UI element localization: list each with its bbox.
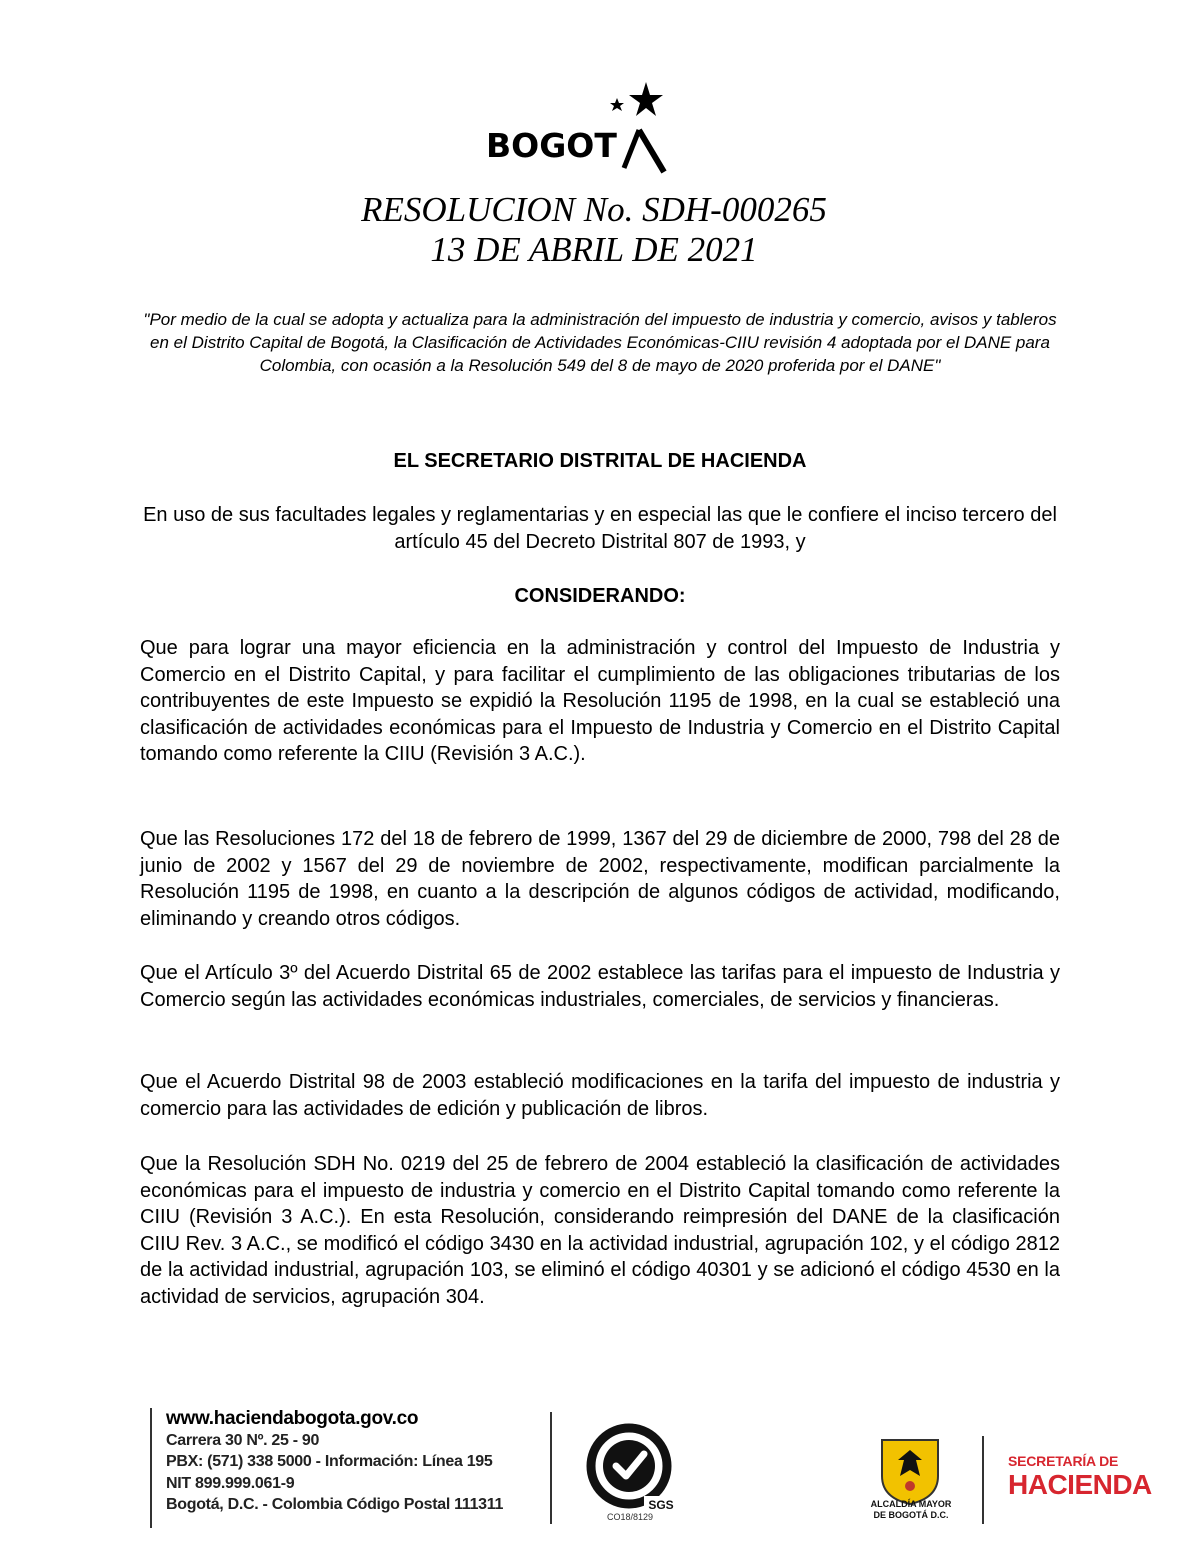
logo-wordmark: BOGOT [486,126,617,165]
footer-contact-block [150,1408,566,1528]
bogota-logo [480,78,680,178]
secretaria-bottom-text: HACIENDA [1008,1469,1152,1500]
resolution-number: RESOLUCION No. SDH-000265 [361,190,827,229]
intro-paragraph: En uso de sus facultades legales y reglamentarias y en especial las que le confiere el inciso tercero del artículo 45 del Decreto Distrital 807 de 1993, y [143,504,1057,553]
paragraph: Que el Acuerdo Distrital 98 de 2003 estableció modificaciones en la tarifa del impuesto de industria y comercio para las actividades de edición y publicación de libros. [140,1071,1060,1120]
paragraph: Que para lograr una mayor eficiencia en la administración y control del Impuesto de Industria y Comercio en el Distrito Capital, y para facilitar el cumplimiento de las obligaciones tributarias de los contribuyentes de este Impuesto se expidió la Resolución 1195 de 1998, en la cual se estableció una clasificación de actividades económicas para el Impuesto de Industria y Comercio en el Distrito Capital tomando como referente la CIIU (Revisión 3 A.C.). [140,637,1060,765]
sgs-label: SGS [648,1498,674,1512]
alcaldia-line2: DE BOGOTÁ D.C. [873,1510,949,1520]
bogota-coat-of-arms-icon [876,1436,944,1506]
considerando-heading: CONSIDERANDO: [514,585,686,607]
website-link[interactable]: www.haciendabogota.gov.co [166,1408,419,1429]
paragraph: Que las Resoluciones 172 del 18 de febrero de 1999, 1367 del 29 de diciembre de 2000, 798 del 28 de junio de 2002 y 1567 del 29 de noviembre de 2002, respectivamente, modifican parcialmente la Resolución 1195 de 1998, en cuanto a la descripción de algunos códigos de actividad, modificando, eliminando y creando otros códigos. [140,828,1060,930]
alcaldia-label [858,1499,964,1521]
footer-address: Carrera 30 Nº. 25 - 90 [166,1431,320,1449]
footer-divider [982,1436,984,1524]
paragraph: Que la Resolución SDH No. 0219 del 25 de febrero de 2004 estableció la clasificación de actividades económicas para el impuesto de industria y comercio en el Distrito Capital tomando como referente la CIIU (Revisión 3 A.C.). En esta Resolución, considerando reimpresión del DANE de la clasificación CIIU Rev. 3 A.C., se modificó el código 3430 en la actividad industrial, agrupación 102, y el código 2812 de la actividad industrial, agrupación 103, se eliminó el código 40301 y se adicionó el código 4530 en la actividad de servicios, agrupación 304. [140,1153,1060,1308]
sgs-code: CO18/8129 [606,1512,654,1522]
footer-phone: PBX: (571) 338 5000 - Información: Línea 195 [166,1453,493,1470]
footer-nit: NIT 899.999.061-9 [166,1474,295,1492]
resolution-subject: "Por medio de la cual se adopta y actualiza para la administración del impuesto de industria y comercio, avisos y tableros en el Distrito Capital de Bogotá, la Clasificación de Actividades Económicas-CIIU revisión 4 adoptada por el DANE para Colombia, con ocasión a la Resolución 549 del 8 de mayo de 2020 proferida por el DANE" [143,310,1057,375]
footer-city: Bogotá, D.C. - Colombia Código Postal 111311 [166,1496,504,1513]
footer-divider [550,1412,552,1524]
secretaria-top-text: SECRETARÍA DE [1008,1453,1119,1469]
resolution-date: 13 DE ABRIL DE 2021 [430,230,758,269]
authority-heading: EL SECRETARIO DISTRITAL DE HACIENDA [393,450,807,472]
secretaria-hacienda-logo [1008,1452,1152,1500]
paragraph: Que el Artículo 3º del Acuerdo Distrital 65 de 2002 establece las tarifas para el impuesto de Industria y Comercio según las actividades económicas industriales, comerciales, de servicios y financieras. [140,962,1060,1011]
alcaldia-line1: ALCALDÍA MAYOR [870,1499,952,1509]
sgs-certification-icon [574,1416,684,1526]
